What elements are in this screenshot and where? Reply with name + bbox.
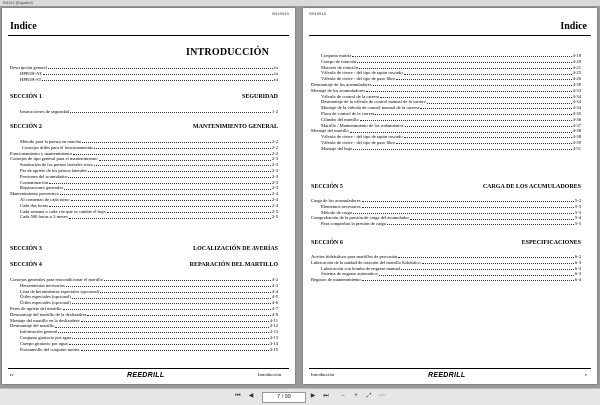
toc-leader-dots xyxy=(401,266,574,270)
toc-page-number: 4-15 xyxy=(269,346,278,352)
toc-entry-text: Consejos generales para reacondicionar el martillo xyxy=(10,277,103,282)
section-number: SECCIÓN 6 xyxy=(311,240,343,246)
section-number: SECCIÓN 3 xyxy=(10,246,42,252)
section-title: CARGA DE LOS ACUMULADORES xyxy=(482,184,581,190)
toc-leader-dots xyxy=(94,162,271,166)
toc-entry-text: Mantenimiento preventivo xyxy=(10,191,59,197)
toc-page-number: 4-36 xyxy=(572,116,581,122)
toc-entry[interactable] xyxy=(321,221,581,227)
toc-entry-text: HPR1H-AT xyxy=(20,70,42,76)
toc-leader-dots xyxy=(64,185,271,189)
section-heading[interactable] xyxy=(10,262,278,268)
page-number-input[interactable]: 7 / 99 xyxy=(262,392,306,403)
toc-leader-dots xyxy=(398,254,574,258)
toc-leader-dots xyxy=(404,70,572,74)
toc-leader-dots xyxy=(49,203,271,207)
toc-entry-text: Válvula de cierre - del tipo de tapón roscado xyxy=(321,70,403,76)
toc-page-number: 4-20 xyxy=(572,58,581,64)
toc-page-number: 2-3 xyxy=(271,156,278,162)
footer-page-number: iv xyxy=(10,372,14,377)
toc-leader-dots xyxy=(404,134,572,138)
footer-page-number: v xyxy=(584,372,587,377)
toc-page-number: 1-2 xyxy=(271,109,278,114)
toc-leader-dots xyxy=(49,180,271,184)
toc-page-number: 4-37 xyxy=(572,122,581,128)
first-page-button[interactable]: ⏮ xyxy=(235,393,241,399)
toc-page-number: 4-4 xyxy=(271,288,278,294)
toc-leader-dots xyxy=(72,294,271,298)
toc-leader-dots xyxy=(366,88,572,92)
toc-entry[interactable] xyxy=(20,109,278,115)
toc-entry-text: Reparaciones generales xyxy=(20,185,64,191)
toc-entry-text: Útiles especiales (opcional) xyxy=(20,294,71,300)
toc-leader-dots xyxy=(387,221,574,225)
toc-entry[interactable] xyxy=(20,77,278,83)
toc-leader-dots xyxy=(63,306,271,310)
toc-entry-text: Cuerpo giratorio por agua xyxy=(20,340,68,346)
toc-entry[interactable] xyxy=(321,146,581,152)
toc-leader-dots xyxy=(350,128,572,132)
toc-leader-dots xyxy=(357,59,571,63)
toc-entry-text: Carga de los acumuladores xyxy=(311,198,361,203)
toc-page-number: 4-7 xyxy=(271,306,278,311)
last-page-button[interactable]: ⏭ xyxy=(323,393,329,399)
toc-page-number: 4-5 xyxy=(271,294,278,300)
toc-page-number: 5-3 xyxy=(574,209,581,215)
toc-entry-text: Instrucciones de seguridad xyxy=(20,109,69,114)
toc-entry-text: Cilindro del martillo xyxy=(321,116,359,122)
toc-page-number: 2-3 xyxy=(271,162,278,168)
toc-entry-text: Elementos necesarios xyxy=(321,203,361,209)
toc-entry-text: Martillo / Mantenimiento de los rodamientos xyxy=(321,122,404,128)
toc-leader-dots xyxy=(360,117,572,121)
toc-leader-dots xyxy=(420,105,571,109)
section-title: MANTENIMIENTO GENERAL xyxy=(192,124,278,130)
toc-page-number: 6-3 xyxy=(574,271,581,277)
footer-section: Introducción xyxy=(258,372,281,377)
toc-entry-text: Lubricación de la unidad de rotación del martillo hidráulico xyxy=(311,259,421,265)
toc-page-number: 5-5 xyxy=(574,221,581,227)
toc-leader-dots xyxy=(353,210,574,214)
toc-page-number: 4-21 xyxy=(572,64,581,70)
toc-entry-text: Montaje de la válvula de control manual de la carrera xyxy=(321,105,420,111)
toc-entry[interactable] xyxy=(20,347,278,353)
toc-entry-text: Consejos de tipo general para el mantenimiento xyxy=(10,156,98,162)
toc-leader-dots xyxy=(82,139,271,143)
toc-entry-text: Motores de rotación xyxy=(321,64,358,70)
toc-leader-dots xyxy=(362,277,574,281)
toc-entry-text: Conjunto motriz xyxy=(321,53,352,58)
section-number: SECCIÓN 2 xyxy=(10,124,42,130)
document-title: R4119 (Español) xyxy=(3,0,33,5)
section-heading[interactable] xyxy=(311,240,581,246)
toc-page-number: 4-34 xyxy=(572,105,581,111)
toc-entry-text: Pares de apriete del martillo xyxy=(10,306,62,311)
section-heading[interactable] xyxy=(10,94,278,100)
intro-heading: INTRODUCCIÓN xyxy=(186,47,269,58)
more-options-button[interactable]: ⋯ xyxy=(379,393,385,399)
toc-page-number: 2-2 xyxy=(271,150,278,156)
toc-entry-text: Lubricación con bomba de engrase manual xyxy=(321,265,400,271)
toc-entry-text: Montaje del martillo en la deslizadera xyxy=(10,317,80,323)
fit-page-button[interactable]: ⤢ xyxy=(366,393,372,399)
page-header-title: Indice xyxy=(560,21,587,32)
prev-page-button[interactable]: ◀ xyxy=(248,393,254,399)
toc-entry-text: Cada semana o cada vez que se cambie el buje xyxy=(20,208,106,214)
toc-leader-dots xyxy=(99,156,271,160)
toc-entry-text: Cada dos horas xyxy=(20,202,49,208)
toc-page-number: 4-38 xyxy=(572,134,581,140)
toc-entry-text: Cada 500 horas o 3 meses xyxy=(20,214,68,220)
zoom-in-button[interactable]: + xyxy=(354,393,358,399)
section-title: ESPECIFICACIONES xyxy=(521,240,581,246)
footer-rule xyxy=(309,368,591,369)
toc-entry-text: Válvula de control de la carrera xyxy=(321,93,380,99)
toc-leader-dots xyxy=(379,271,574,275)
toc-leader-dots xyxy=(81,347,269,351)
section-number: SECCIÓN 5 xyxy=(311,184,343,190)
toc-page-number: 4-33 xyxy=(572,87,581,93)
toc-entry-text: Montaje del martillo xyxy=(311,128,349,134)
header-rule xyxy=(8,35,289,36)
toc-page-number: 6-3 xyxy=(574,265,581,271)
section-heading[interactable] xyxy=(10,246,278,252)
toc-leader-dots xyxy=(396,140,572,144)
section-title: REPARACIÓN DEL MARTILLO xyxy=(189,262,278,268)
toc-page-number: 4-26 xyxy=(572,76,581,82)
reedrill-logo: REEDRILL xyxy=(127,372,165,379)
toc-page-number: 5-4 xyxy=(574,215,581,221)
toc-page-number: 2-2 xyxy=(271,144,278,150)
toc-leader-dots xyxy=(69,341,269,345)
toc-entry-text: Válvula de cierre - del tipo de paso libre xyxy=(321,140,395,145)
toc-page-number: 4-13 xyxy=(269,329,278,335)
toc-page-number: 4-3 xyxy=(271,282,278,288)
toc-entry-text: Método para la puesta en marcha xyxy=(20,139,81,144)
toc-leader-dots xyxy=(359,65,572,69)
toc-page-number: iii xyxy=(274,70,278,76)
toc-entry-text: Desmontaje del martillo xyxy=(10,323,55,329)
toc-page-number: 2-2 xyxy=(271,139,278,144)
toc-entry-text: Descripción general xyxy=(10,65,47,70)
toc-entry-text: Consejos útiles para el funcionamiento xyxy=(22,144,94,150)
toc-leader-dots xyxy=(362,204,574,208)
toc-leader-dots xyxy=(396,76,572,80)
toc-page-number: 2-4 xyxy=(271,191,278,197)
toc-entry-text: Aceites hidráulicos para martillos de percusión xyxy=(311,254,398,259)
toc-leader-dots xyxy=(410,215,574,219)
toc-leader-dots xyxy=(380,94,572,98)
toc-page-number: 2-3 xyxy=(271,185,278,191)
section-heading[interactable] xyxy=(311,184,581,190)
section-title: SEGURIDAD xyxy=(241,94,278,100)
toc-page-number: 2-5 xyxy=(271,214,278,220)
toc-page-number: 4-38 xyxy=(572,128,581,134)
toc-page-number: 2-3 xyxy=(271,173,278,179)
next-page-button[interactable]: ▶ xyxy=(310,393,316,399)
toc-leader-dots xyxy=(353,146,571,150)
toc-page-number: 2-4 xyxy=(271,202,278,208)
toc-page-number: 2-5 xyxy=(271,208,278,214)
toc-page-number: iii xyxy=(274,76,278,82)
toc-entry-text: Comprobación de la presión de carga del acumulador xyxy=(311,215,410,221)
toc-page-number: 4-13 xyxy=(269,335,278,340)
toc-page-number: 4-12 xyxy=(269,323,278,329)
toc-page-number: 6-3 xyxy=(574,259,581,265)
toc-entry-text: Presiones del acumulador xyxy=(20,173,68,179)
toc-leader-dots xyxy=(104,277,271,281)
toc-entry-text: Montaje de los acumuladores xyxy=(311,87,365,93)
toc-leader-dots xyxy=(70,109,271,113)
toc-leader-dots xyxy=(72,335,268,339)
header-code: SH1591S xyxy=(271,11,289,16)
toc-entry[interactable] xyxy=(311,277,581,283)
toc-entry-text: Herramientas necesarias xyxy=(20,282,65,288)
toc-entry-text: Cuerpo de rotación xyxy=(321,58,357,64)
toc-page-number: iii xyxy=(274,65,278,70)
toc-entry-text: Desmontaje de los acumuladores xyxy=(311,82,372,87)
header-code: SH1591S xyxy=(309,11,327,16)
toc-entry-text: Desmontaje del martillo de la deslizadera xyxy=(10,311,87,317)
toc-leader-dots xyxy=(71,197,271,201)
toc-entry-text: Para comprobar la presión de carga xyxy=(321,221,386,227)
section-heading[interactable] xyxy=(10,124,278,130)
toc-page-number: 2-3 xyxy=(271,179,278,185)
toc-leader-dots xyxy=(87,312,271,316)
toc-leader-dots xyxy=(422,260,574,264)
toc-page-number: 2-3 xyxy=(271,168,278,173)
toc-leader-dots xyxy=(107,209,271,213)
toc-entry-text: Desmontaje de la válvula de control manual de la carrera xyxy=(321,99,426,105)
toc-leader-dots xyxy=(72,300,271,304)
toc-leader-dots xyxy=(94,145,270,149)
toc-leader-dots xyxy=(60,191,271,195)
toc-page-number: 4-14 xyxy=(269,340,278,346)
toc-page-number: 4-2 xyxy=(271,277,278,282)
footer-section: Introducción xyxy=(311,372,334,377)
toc-page-number: 4-51 xyxy=(572,145,581,151)
toc-page-number: 4-25 xyxy=(572,70,581,76)
toc-leader-dots xyxy=(100,289,271,293)
section-number: SECCIÓN 1 xyxy=(10,94,42,100)
toc-leader-dots xyxy=(73,151,271,155)
toc-page-number: 6-2 xyxy=(574,254,581,259)
toc-leader-dots xyxy=(375,111,571,115)
toc-entry-text: Placa de control de la carrera xyxy=(321,111,375,116)
toc-page-number: 5-3 xyxy=(574,203,581,209)
toc-leader-dots xyxy=(373,82,572,86)
page-header-title: Indice xyxy=(10,21,37,32)
toc-leader-dots xyxy=(405,123,572,127)
toc-entry-text: Sustitución de los pernos laterales rotos xyxy=(20,162,93,168)
toc-leader-dots xyxy=(427,99,572,103)
toc-leader-dots xyxy=(48,65,273,69)
toc-entry-text: Válvula de cierre - del tipo de paso libre xyxy=(321,76,395,82)
toc-page-number: 4-34 xyxy=(572,93,581,99)
toc-entry-text: Registro de mantenimiento xyxy=(311,277,361,283)
toc-leader-dots xyxy=(81,318,269,322)
toc-leader-dots xyxy=(68,174,271,178)
viewer-toolbar xyxy=(0,388,600,405)
reedrill-logo: REEDRILL xyxy=(428,372,466,379)
toc-entry-text: HPR1H-ST xyxy=(20,76,42,82)
viewer-top-bar xyxy=(0,0,600,6)
toc-entry-text: Información general xyxy=(20,329,58,335)
footer-rule xyxy=(8,368,289,369)
section-title: LOCALIZACIÓN DE AVERÍAS xyxy=(193,246,278,252)
toc-page-number: 4-11 xyxy=(269,317,278,323)
toc-entry-text: Lista de herramientas especiales (opcional) xyxy=(20,288,100,294)
toc-entry[interactable] xyxy=(20,214,278,220)
section-number: SECCIÓN 4 xyxy=(10,262,42,268)
toc-leader-dots xyxy=(352,53,571,57)
right-page xyxy=(303,8,597,384)
toc-leader-dots xyxy=(43,71,273,75)
toc-leader-dots xyxy=(55,323,268,327)
zoom-out-button[interactable]: − xyxy=(341,393,345,399)
toc-page-number: 4-8 xyxy=(271,311,278,317)
toc-page-number: 4-35 xyxy=(572,111,581,116)
toc-entry-text: Montaje del buje xyxy=(321,145,353,151)
toc-leader-dots xyxy=(88,168,271,172)
toc-page-number: 5-2 xyxy=(574,198,581,203)
toc-page-number: 4-6 xyxy=(271,300,278,306)
toc-entry-text: Portaanvillo del conjunto motriz xyxy=(20,346,80,352)
toc-entry-text: Válvula de cierre - del tipo de tapón roscado xyxy=(321,134,403,140)
toc-leader-dots xyxy=(58,329,268,333)
toc-page-number: 4-18 xyxy=(572,53,581,58)
toc-page-number: 4-30 xyxy=(572,82,581,87)
toc-leader-dots xyxy=(362,198,574,202)
toc-page-number: 4-39 xyxy=(572,140,581,145)
toc-leader-dots xyxy=(66,283,271,287)
header-rule xyxy=(309,35,591,36)
toc-entry-text: Conjunto giratorio por agua xyxy=(20,335,72,340)
toc-leader-dots xyxy=(42,77,273,81)
toc-page-number: 4-34 xyxy=(572,99,581,105)
toc-entry-text: Contaminación xyxy=(20,179,49,185)
toc-entry-text: Método de carga xyxy=(321,209,352,215)
toc-entry-text: Al comienzo de cada turno xyxy=(20,197,70,202)
toc-entry-text: Funcionamiento y mantenimiento xyxy=(10,150,73,156)
left-page xyxy=(2,8,295,384)
toc-entry-text: Par de apriete de los pernos laterales xyxy=(20,168,88,173)
toc-page-number: 2-4 xyxy=(271,197,278,202)
toc-leader-dots xyxy=(69,214,271,218)
toc-entry-text: Útiles especiales (opcional) xyxy=(20,300,71,306)
toc-entry-text: Sistema de engrase automático xyxy=(321,271,378,277)
toc-page-number: 6-4 xyxy=(574,277,581,283)
